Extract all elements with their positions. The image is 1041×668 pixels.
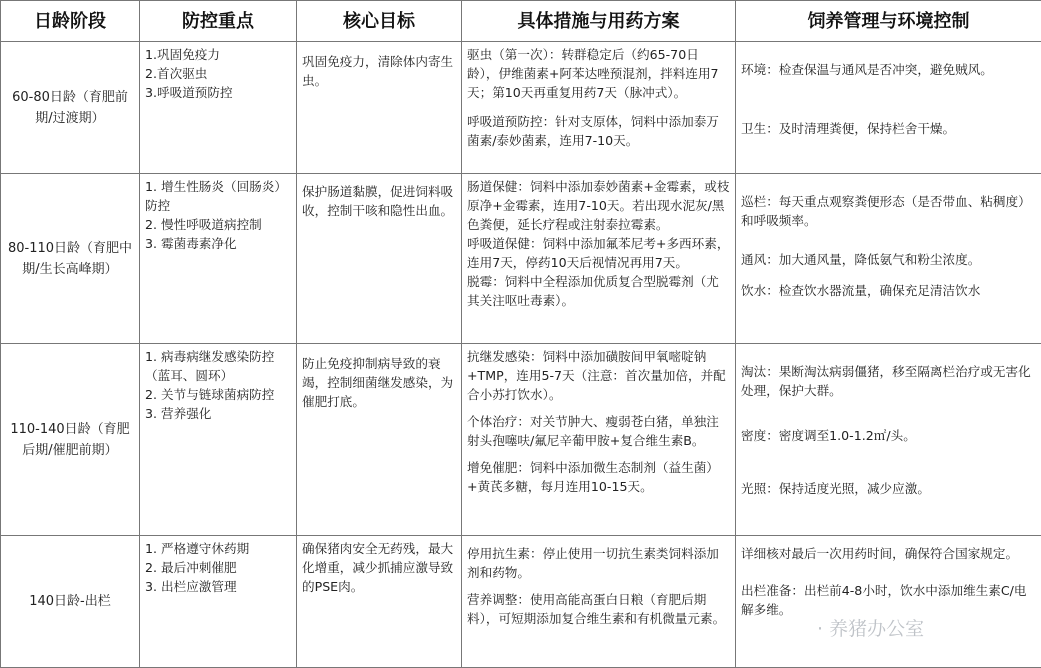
measure-paragraph: 抗继发感染：饲料中添加磺胺间甲氧嘧啶钠+TMP，连用5-7天（注意：首次量加倍，并配合小苏打饮水）。	[467, 349, 726, 402]
focus-cell	[140, 174, 297, 344]
measure-paragraph: 呼吸道保健：饲料中添加氟苯尼考+多西环素，连用7天，停药10天后视情况再用7天。	[467, 236, 730, 270]
measure-paragraph: 呼吸道预防控：针对支原体，饲料中添加泰万菌素/泰妙菌素，连用7-10天。	[467, 114, 719, 148]
goal-cell: 保护肠道黏膜，促进饲料吸收，控制干咳和隐性出血。	[297, 174, 462, 344]
focus-item: 1.巩固免疫力	[145, 47, 220, 62]
environment-cell	[736, 344, 1041, 536]
table-row	[1, 536, 1041, 668]
age-cell: 60-80日龄（育肥前期/过渡期）	[1, 42, 140, 174]
focus-cell	[140, 344, 297, 536]
measures-cell	[462, 42, 736, 174]
env-paragraph: 出栏准备：出栏前4-8小时，饮水中添加维生素C/电解多维。	[741, 583, 1027, 617]
measures-cell	[462, 174, 736, 344]
environment-cell	[736, 536, 1041, 668]
measure-paragraph: 脱霉：饲料中全程添加优质复合型脱霉剂（尤其关注呕吐毒素）。	[467, 274, 719, 308]
measure-paragraph: 增免催肥：饲料中添加微生态制剂（益生菌）+黄芪多糖，每月连用10-15天。	[467, 460, 719, 494]
header-focus: 防控重点	[140, 1, 297, 42]
measures-cell	[462, 344, 736, 536]
env-paragraph: 卫生：及时清理粪便，保持栏舍干燥。	[741, 121, 956, 136]
focus-cell	[140, 536, 297, 668]
focus-cell	[140, 42, 297, 174]
measure-paragraph: 停用抗生素：停止使用一切抗生素类饲料添加剂和药物。	[467, 546, 719, 580]
focus-item: 3.呼吸道预防控	[145, 85, 233, 100]
measure-paragraph: 肠道保健：饲料中添加泰妙菌素+金霉素，或枝原净+金霉素，连用7-10天。若出现水泥灰/黑色粪便，延长疗程或注射泰拉霉素。	[467, 179, 730, 232]
focus-item: 3. 出栏应激管理	[145, 579, 237, 594]
header-goal: 核心目标	[297, 1, 462, 42]
header-measures: 具体措施与用药方案	[462, 1, 736, 42]
measure-paragraph: 驱虫（第一次）：转群稳定后（约65-70日龄），伊维菌素+阿苯达唑预混剂，拌料连用7天；第10天再重复用药7天（脉冲式）。	[467, 47, 719, 100]
env-paragraph: 光照：保持适度光照，减少应激。	[741, 481, 930, 496]
table-row	[1, 344, 1041, 536]
age-cell: 110-140日龄（育肥后期/催肥前期）	[1, 344, 140, 536]
focus-item: 3. 营养强化	[145, 406, 212, 421]
focus-item: 3. 霉菌毒素净化	[145, 236, 237, 251]
goal-cell: 防止免疫抑制病导致的衰竭，控制细菌继发感染，为催肥打底。	[297, 344, 462, 536]
focus-item: 2. 最后冲刺催肥	[145, 560, 237, 575]
env-paragraph: 环境：检查保温与通风是否冲突，避免贼风。	[741, 62, 993, 77]
env-paragraph: 巡栏：每天重点观察粪便形态（是否带血、粘稠度）和呼吸频率。	[741, 194, 1031, 228]
table-row	[1, 174, 1041, 344]
env-paragraph: 淘汰：果断淘汰病弱僵猪，移至隔离栏治疗或无害化处理，保护大群。	[741, 364, 1031, 398]
age-cell: 140日龄-出栏	[1, 536, 140, 668]
watermark: · 养猪办公室	[817, 618, 925, 640]
measure-paragraph: 营养调整：使用高能高蛋白日粮（育肥后期料），可短期添加复合维生素和有机微量元素。	[467, 592, 726, 626]
measures-cell	[462, 536, 736, 668]
environment-cell	[736, 42, 1041, 174]
env-paragraph: 密度：密度调至1.0-1.2㎡/头。	[741, 428, 916, 443]
goal-cell: 确保猪肉安全无药残，最大化增重，减少抓捕应激导致的PSE肉。	[297, 536, 462, 668]
header-environment: 饲养管理与环境控制	[736, 1, 1041, 42]
header-row	[1, 1, 1041, 42]
focus-item: 1. 严格遵守休药期	[145, 541, 250, 556]
measure-paragraph: 个体治疗：对关节肿大、瘦弱苍白猪，单独注射头孢噻呋/氟尼辛葡甲胺+复合维生素B。	[467, 414, 719, 448]
focus-item: 2.首次驱虫	[145, 66, 208, 81]
focus-item: 2. 关节与链球菌病防控	[145, 387, 275, 402]
header-age: 日龄阶段	[1, 1, 140, 42]
environment-cell	[736, 174, 1041, 344]
goal-cell: 巩固免疫力，清除体内寄生虫。	[297, 42, 462, 174]
focus-item: 1. 病毒病继发感染防控（蓝耳、圆环）	[145, 349, 275, 383]
env-paragraph: 详细核对最后一次用药时间，确保符合国家规定。	[741, 546, 1019, 561]
env-paragraph: 通风：加大通风量，降低氨气和粉尘浓度。	[741, 252, 981, 267]
table-row	[1, 42, 1041, 174]
env-paragraph: 饮水：检查饮水器流量，确保充足清洁饮水	[741, 283, 981, 298]
age-cell: 80-110日龄（育肥中期/生长高峰期）	[1, 174, 140, 344]
focus-item: 1. 增生性肠炎（回肠炎）防控	[145, 179, 287, 213]
focus-item: 2. 慢性呼吸道病控制	[145, 217, 262, 232]
